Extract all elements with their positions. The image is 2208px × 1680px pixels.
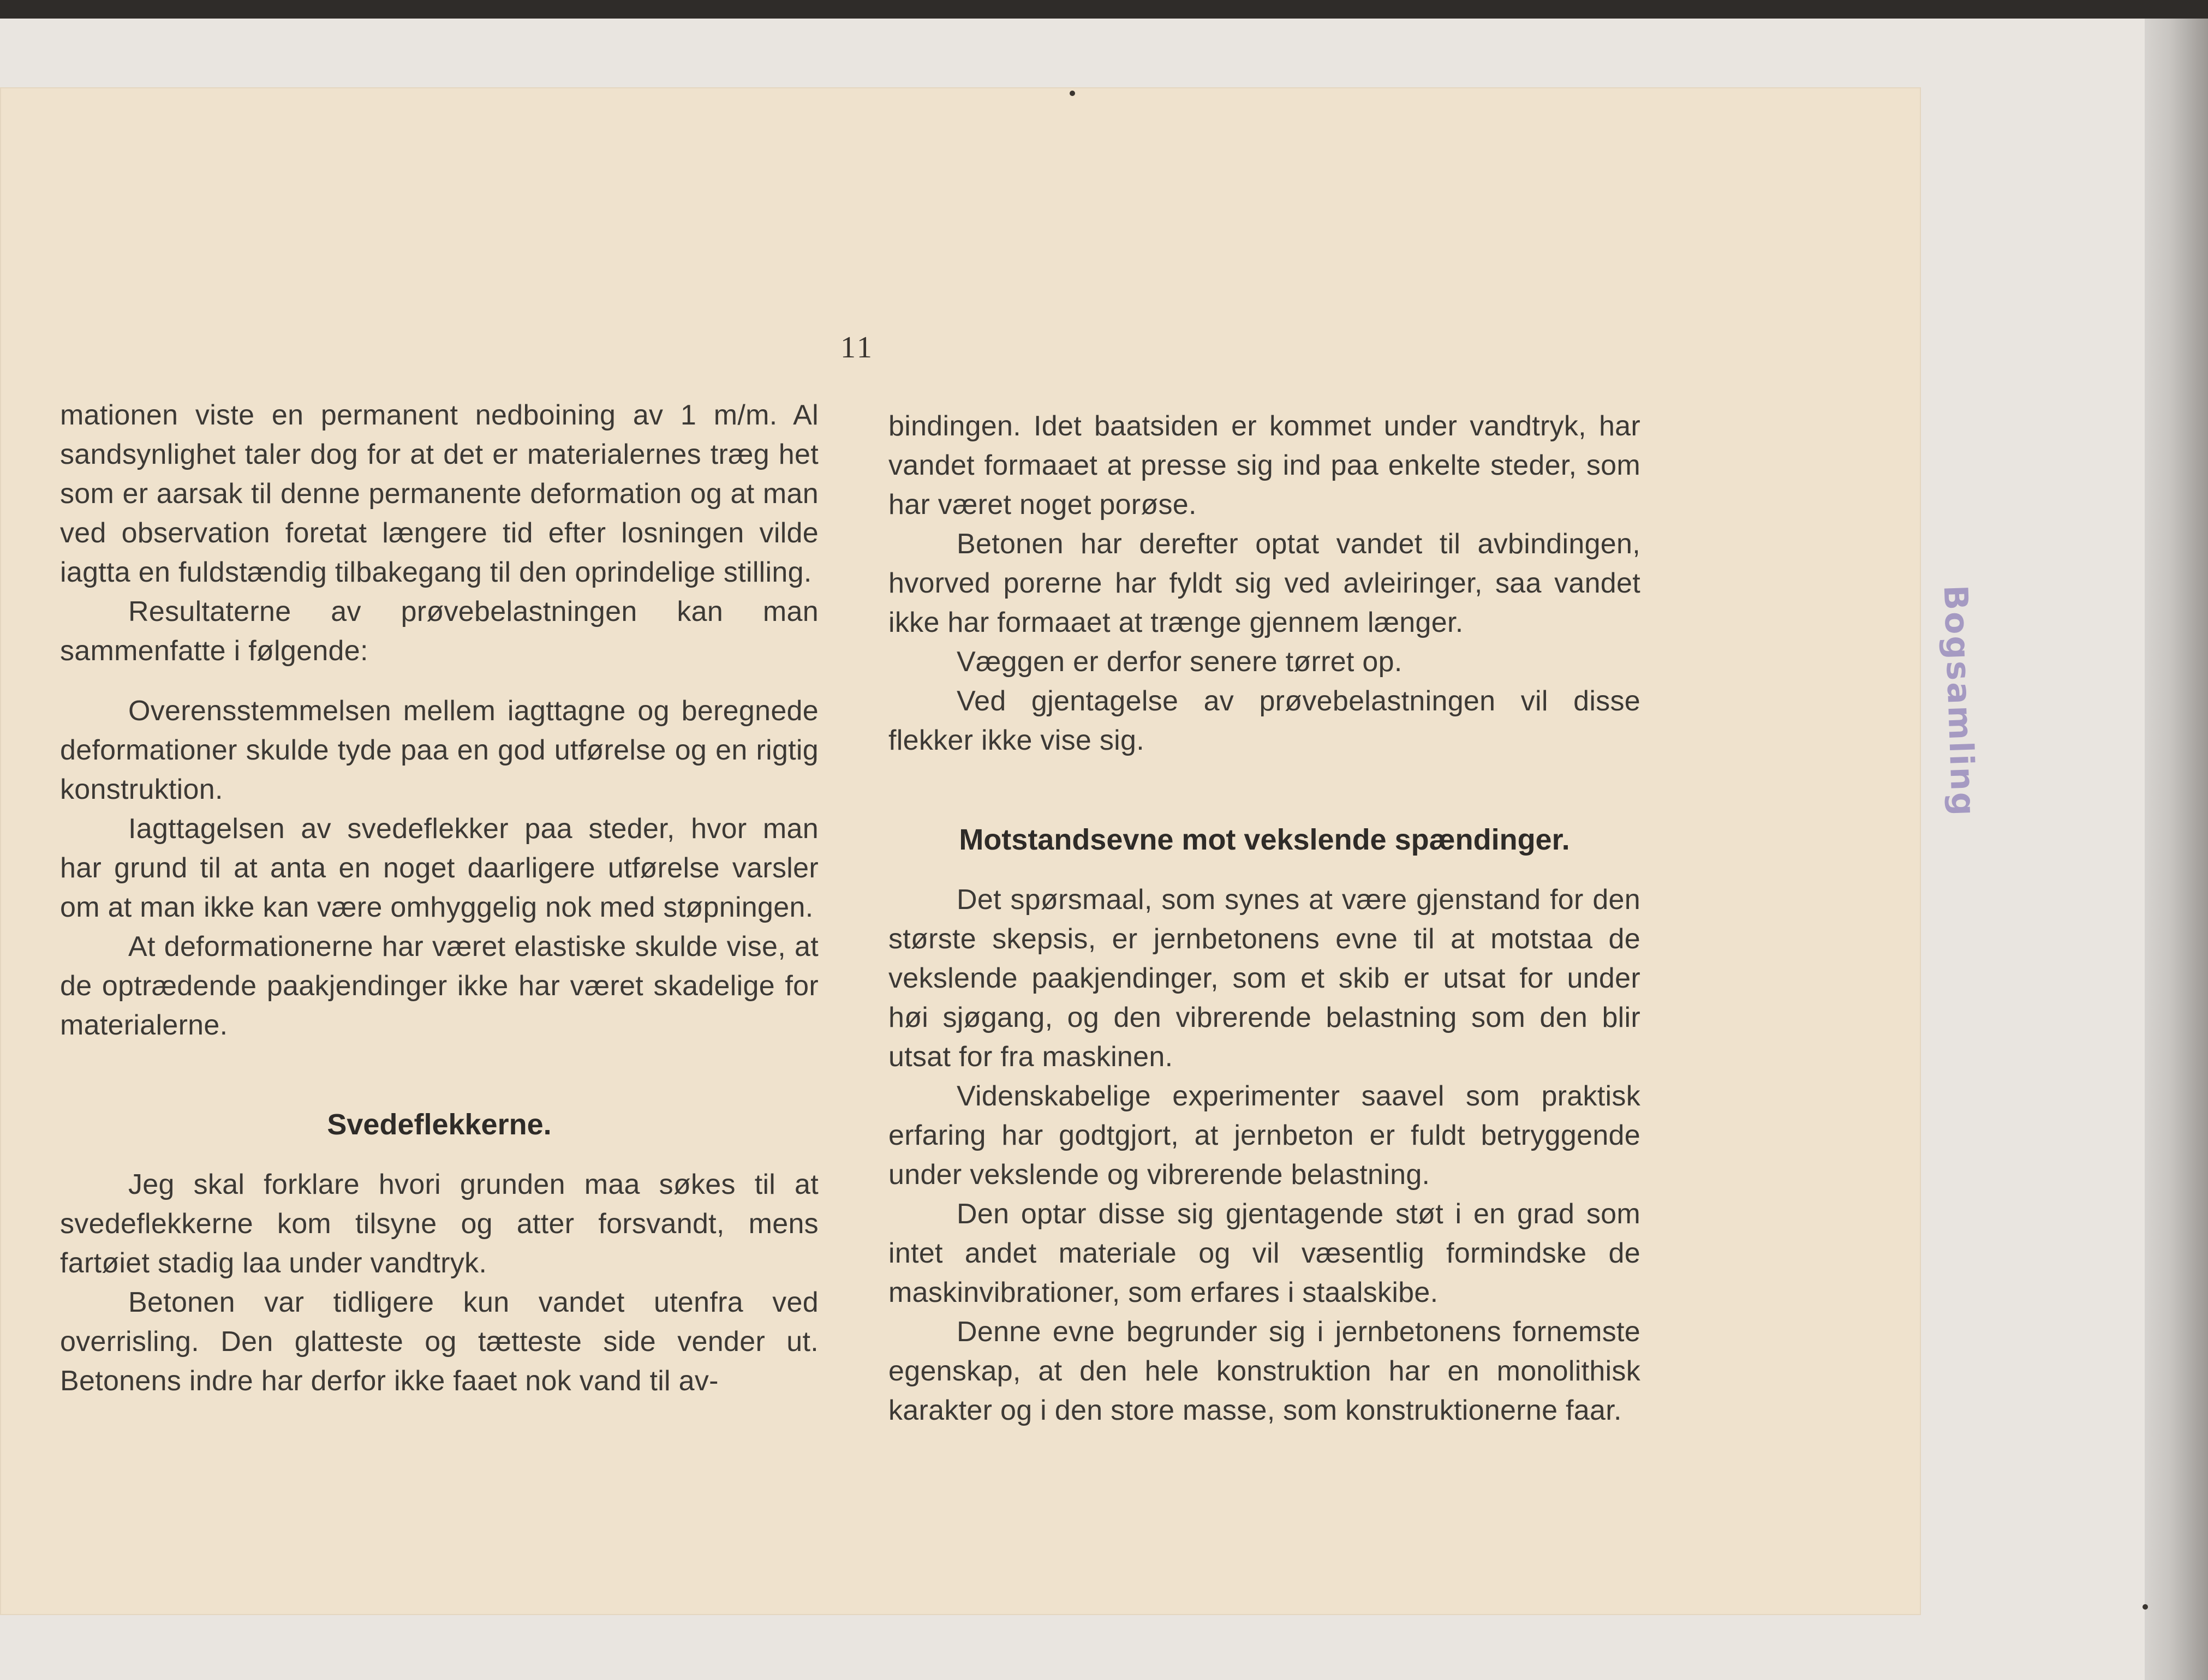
document-page	[0, 87, 1921, 1615]
stamp-text: Bogsamling	[1936, 584, 1983, 818]
paragraph: Betonen har derefter optat vandet til avbindingen, hvorved porerne har fyldt sig ved avleiringer, saa vandet ikke har formaaet at trænge gjennem længer.	[888, 528, 1640, 638]
paragraph: Jeg skal forklare hvori grunden maa søkes til at svedeflekkerne kom tilsyne og atter forsvandt, mens fartøiet stadig laa under vandtryk.	[60, 1169, 819, 1279]
right-column	[888, 406, 1640, 1430]
paragraph: At deformationerne har været elastiske skulde vise, at de optrædende paakjendinger ikke har været skadelige for materialerne.	[60, 931, 819, 1041]
paragraph: Videnskabelige experimenter saavel som praktisk erfaring har godtgjort, at jernbeton er fuldt betryggende under vekslende og vibrerende belastning.	[888, 1080, 1640, 1191]
paragraph: Iagttagelsen av svedeflekker paa steder, hvor man har grund til at anta en noget daarligere utførelse varsler om at man ikke kan være omhyggelig nok med støpningen.	[60, 813, 819, 923]
paragraph: Den optar disse sig gjentagende støt i en grad som intet andet materiale og vil væsentlig formindske de maskinvibrationer, som erfares i staalskibe.	[888, 1198, 1640, 1308]
paragraph: Betonen var tidligere kun vandet utenfra ved overrisling. Den glatteste og tætteste side vender ut. Betonens indre har derfor ikke faaet nok vand til av-	[60, 1287, 819, 1397]
album-edge	[2145, 19, 2208, 1680]
paragraph: Overensstemmelsen mellem iagttagne og beregnede deformationer skulde tyde paa en god utførelse og en rigtig konstruktion.	[60, 695, 819, 805]
paragraph: bindingen. Idet baatsiden er kommet under vandtryk, har vandet formaaet at presse sig ind paa enkelte steder, som har været noget porøse.	[888, 410, 1640, 521]
paragraph: Ved gjentagelse av prøvebelastningen vil disse flekker ikke vise sig.	[888, 685, 1640, 756]
library-stamp	[1905, 191, 2014, 1255]
dust-speck	[2143, 1604, 2148, 1610]
paragraph: Resultaterne av prøvebelastningen kan man sammenfatte i følgende:	[60, 596, 819, 667]
paragraph: mationen viste en permanent nedboining av 1 m/m. Al sandsynlighet taler dog for at det er materialernes træg het som er aarsak til denne permanente deformation og at man ved observation foretat længere tid efter losningen vilde iagtta en fuldstændig tilbakegang til den oprindelige stilling.	[60, 399, 819, 588]
left-column	[60, 396, 819, 1401]
paragraph: Væggen er derfor senere tørret op.	[957, 646, 1403, 678]
paragraph: Denne evne begrunder sig i jernbetonens fornemste egenskap, at den hele konstruktion har en monolithisk karakter og i den store masse, som konstruktionerne faar.	[888, 1316, 1640, 1426]
page-number: 11	[840, 331, 874, 364]
dust-speck	[1070, 91, 1075, 96]
paragraph: Det spørsmaal, som synes at være gjenstand for den største skepsis, er jernbetonens evne til at motstaa de vekslende paakjendinger, som et skib er utsat for under høi sjøgang, og den vibrerende belastning som den blir utsat for fra maskinen.	[888, 884, 1640, 1073]
section-heading: Svedeflekkerne.	[327, 1108, 552, 1141]
section-heading: Motstandsevne mot vekslende spændinger.	[959, 823, 1570, 856]
